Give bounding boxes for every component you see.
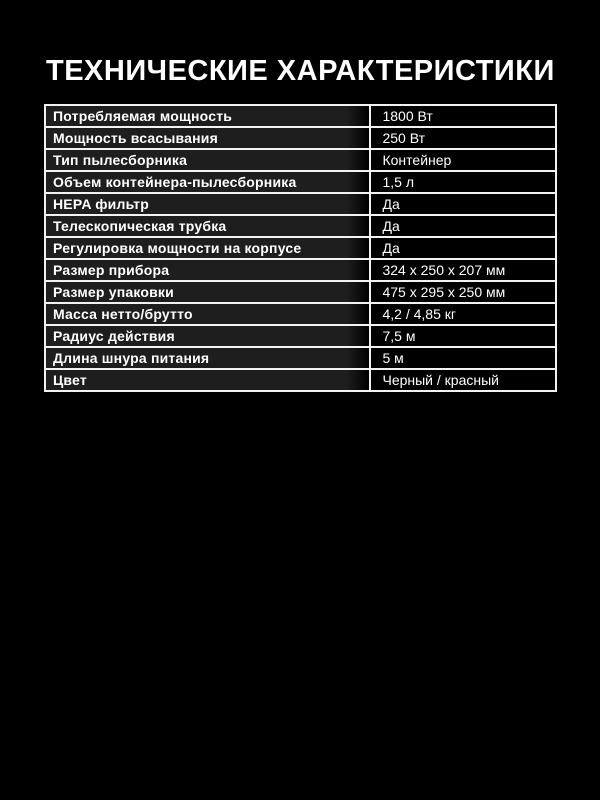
spec-value: 250 Вт — [370, 127, 556, 149]
spec-label: Потребляемая мощность — [45, 105, 370, 127]
spec-label: HEPA фильтр — [45, 193, 370, 215]
spec-value: 324 x 250 x 207 мм — [370, 259, 556, 281]
specs-table-body — [45, 105, 556, 391]
specs-table — [44, 104, 557, 392]
spec-value: Да — [370, 193, 556, 215]
table-row — [45, 127, 556, 149]
table-row — [45, 369, 556, 391]
spec-label: Радиус действия — [45, 325, 370, 347]
table-row — [45, 347, 556, 369]
table-row — [45, 171, 556, 193]
table-row — [45, 193, 556, 215]
spec-label: Мощность всасывания — [45, 127, 370, 149]
spec-value: 1,5 л — [370, 171, 556, 193]
spec-value: Черный / красный — [370, 369, 556, 391]
table-row — [45, 215, 556, 237]
spec-value: 7,5 м — [370, 325, 556, 347]
table-row — [45, 325, 556, 347]
table-row — [45, 281, 556, 303]
spec-label: Телескопическая трубка — [45, 215, 370, 237]
table-row — [45, 149, 556, 171]
spec-label: Длина шнура питания — [45, 347, 370, 369]
spec-label: Регулировка мощности на корпусе — [45, 237, 370, 259]
spec-label: Масса нетто/брутто — [45, 303, 370, 325]
spec-label: Тип пылесборника — [45, 149, 370, 171]
spec-label: Размер упаковки — [45, 281, 370, 303]
table-row — [45, 303, 556, 325]
table-row — [45, 237, 556, 259]
page-title: ТЕХНИЧЕСКИЕ ХАРАКТЕРИСТИКИ — [46, 55, 555, 87]
spec-value: 5 м — [370, 347, 556, 369]
spec-value: Да — [370, 215, 556, 237]
spec-label: Цвет — [45, 369, 370, 391]
spec-value: 1800 Вт — [370, 105, 556, 127]
table-row — [45, 105, 556, 127]
spec-label: Размер прибора — [45, 259, 370, 281]
spec-value: 475 x 295 x 250 мм — [370, 281, 556, 303]
spec-value: 4,2 / 4,85 кг — [370, 303, 556, 325]
spec-value: Да — [370, 237, 556, 259]
table-row — [45, 259, 556, 281]
spec-value: Контейнер — [370, 149, 556, 171]
spec-label: Объем контейнера-пылесборника — [45, 171, 370, 193]
